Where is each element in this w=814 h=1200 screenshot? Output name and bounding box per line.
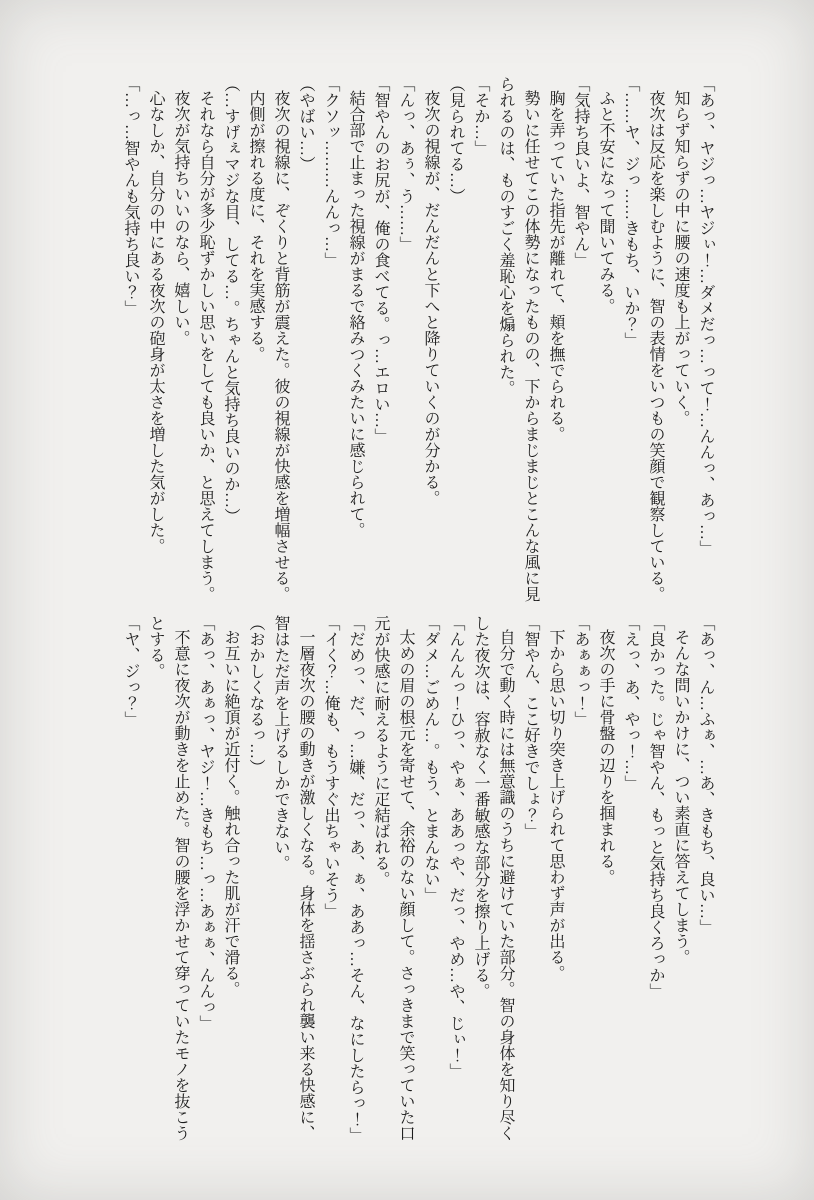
text-column: ふと不安になって聞いてみる。 bbox=[597, 89, 614, 314]
text-column: 夜次の視線が、だんだんと下へと降りていくのが分かる。 bbox=[422, 89, 439, 506]
text-column: 「だめっ、だ、っ…嫌、だっ、あ、ぁ、ああっ…そん、なにしたらっ！」 bbox=[347, 615, 364, 1143]
text-column: とする。 bbox=[147, 615, 164, 679]
text-column: 「そか…」 bbox=[472, 76, 489, 156]
text-column: 「クソッ………んんっ…」 bbox=[322, 76, 339, 268]
text-column: 夜次は反応を楽しむように、智の表情をいつもの笑顔で観察している。 bbox=[647, 89, 664, 602]
text-column: （やばい…） bbox=[297, 76, 314, 172]
text-column: 結合部で止まった視線がまるで絡みつくみたいに感じられて。 bbox=[347, 89, 364, 538]
text-column: 不意に夜次が動きを止めた。智の腰を浮かせて穿っていたモノを抜こう bbox=[172, 628, 189, 1141]
text-column: 心なしか、自分の中にある夜次の砲身が太さを増した気がした。 bbox=[147, 89, 164, 554]
text-column: 勢いに任せてこの体勢になったものの、下からまじまじとこんな風に見 bbox=[522, 89, 539, 602]
text-block-top bbox=[118, 76, 718, 610]
text-column: 「えっ、あ、やっ！…」 bbox=[622, 615, 639, 791]
text-column: 「あっ、ヤジっ…ヤジぃ！…ダメだっ…って！…んんっ、あっ…」 bbox=[697, 76, 714, 556]
text-column: 「ダメ…ごめん…。もう、とまんない」 bbox=[422, 615, 439, 903]
text-column: 「イく？…俺も、もうすぐ出ちゃいそう」 bbox=[322, 615, 339, 919]
text-column: 「んんんっ！ひっ、やぁ、ああっや、だっ、やめ…や、じぃ！」 bbox=[447, 615, 464, 1079]
text-column: 夜次の手に骨盤の辺りを掴まれる。 bbox=[597, 628, 614, 885]
text-column: 夜次が気持ちいいのなら、嬉しい。 bbox=[172, 89, 189, 346]
text-column: 「あっ、ん…ふぁ、…あ、きもち、良い…」 bbox=[697, 615, 714, 935]
text-column: 一層夜次の腰の動きが激しくなる。身体を揺さぶられ襲い来る快感に、 bbox=[297, 628, 314, 1141]
text-column: （…すげぇマジな目、してる…。ちゃんと気持ち良いのか…） bbox=[222, 76, 239, 524]
text-column: そんな問いかけに、つい素直に答えてしまう。 bbox=[672, 628, 689, 965]
text-column: られるのは、ものすごく羞恥心を煽られた。 bbox=[497, 76, 514, 396]
text-column: 「あぁぁっ！」 bbox=[572, 615, 589, 727]
text-column: 自分で動く時には無意識のうちに避けていた部分。智の身体を知り尽く bbox=[497, 628, 514, 1141]
text-column: 「気持ち良いよ、智やん」 bbox=[572, 76, 589, 268]
text-column: お互いに絶頂が近付く。触れ合った肌が汗で滑る。 bbox=[222, 628, 239, 997]
text-column: 「…っ…智やんも気持ち良い？」 bbox=[122, 76, 139, 316]
text-column: 「ヤ、ジっ？」 bbox=[122, 615, 139, 727]
text-column: 胸を弄っていた指先が離れて、頬を撫でられる。 bbox=[547, 89, 564, 442]
text-column: 夜次の視線に、ぞくりと背筋が震えた。彼の視線が快感を増幅させる。 bbox=[272, 89, 289, 602]
text-column: それなら自分が多少恥ずかしい思いをしても良いか、と思えてしまう。 bbox=[197, 89, 214, 602]
text-column: 「智やんのお尻が、俺の食べてる。っ…エロい…」 bbox=[372, 76, 389, 444]
text-column: 太めの眉の根元を寄せて、余裕のない顔して。さっきまで笑っていた口 bbox=[397, 628, 414, 1141]
text-column: 下から思い切り突き上げられて思わず声が出る。 bbox=[547, 628, 564, 981]
text-column: （おかしくなるっ…） bbox=[247, 615, 264, 775]
text-column: 智はただ声を上げるしかできない。 bbox=[272, 615, 289, 871]
text-column: 「智やん、ここ好きでしょ？」 bbox=[522, 615, 539, 839]
text-block-bottom bbox=[118, 615, 718, 1149]
text-column: 「……ヤ、ジっ……きもち、いか？」 bbox=[622, 76, 639, 348]
text-column: 元が快感に耐えるように疋結ばれる。 bbox=[372, 615, 389, 887]
text-column: 内側が擦れる度に、それを実感する。 bbox=[247, 89, 264, 362]
text-column: 「あっ、あぁっ、ヤジ！…きもち…っ…あぁぁ、んんっ」 bbox=[197, 615, 214, 1031]
text-column: （見られてる…） bbox=[447, 76, 464, 204]
text-column: 「良かった。じゃ智やん、もっと気持ち良くろっか」 bbox=[647, 615, 664, 999]
text-column: 「んっ、あぅ、う……」 bbox=[397, 76, 414, 252]
text-column: 知らず知らずの中に腰の速度も上がっていく。 bbox=[672, 89, 689, 426]
text-column: した夜次は、容赦なく一番敏感な部分を擦り上げる。 bbox=[472, 615, 489, 999]
